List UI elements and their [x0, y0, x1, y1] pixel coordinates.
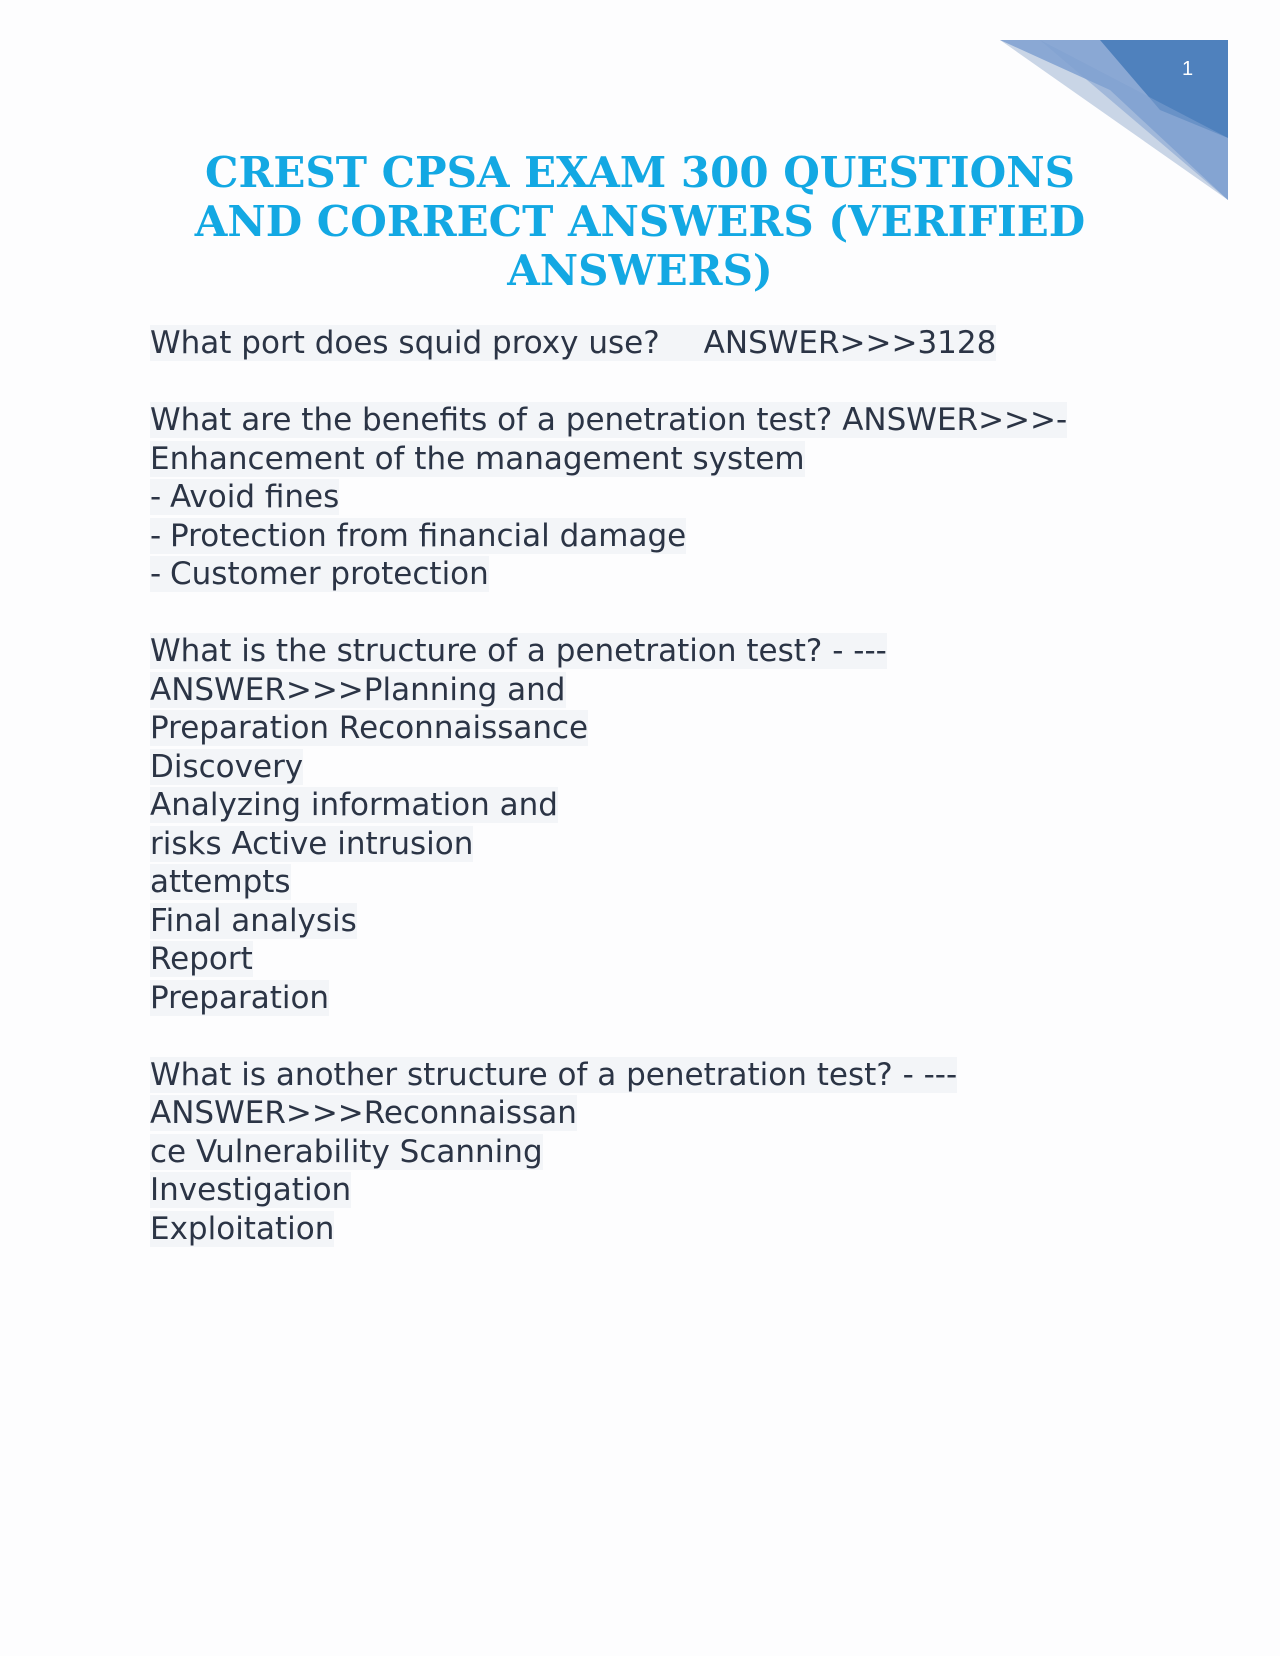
answer-line: Exploitation [150, 1210, 335, 1247]
spacer [150, 363, 1150, 402]
answer-line: risks Active intrusion [150, 825, 474, 862]
answer-line: Preparation Reconnaissance [150, 710, 589, 746]
answer-line: Investigation [150, 1172, 352, 1208]
answer-line: ANSWER>>>Planning and [150, 671, 566, 708]
answer-line: Preparation [150, 979, 330, 1016]
qa-body [150, 324, 1150, 1248]
spacer [150, 1017, 1150, 1056]
bullet-item: - Customer protection [150, 556, 489, 592]
question-text: What port does squid proxy use? [150, 325, 660, 361]
answer-line: ANSWER>>>Reconnaissan [150, 1095, 577, 1131]
answer-line: Report [150, 941, 253, 977]
title-line: AND CORRECT ANSWERS (VERIFIED [194, 197, 1086, 246]
qa-item-1 [150, 324, 1150, 363]
bullet-item: - Avoid fines [150, 479, 340, 515]
page-title [150, 148, 1130, 295]
page-number: 1 [1182, 58, 1194, 80]
question-text: What is the structure of a penetration test? - --- [150, 633, 887, 669]
title-line: ANSWERS) [507, 246, 773, 295]
spacer [150, 594, 1150, 633]
answer-line: Enhancement of the management system [150, 440, 805, 477]
qa-item-4 [150, 1056, 1150, 1095]
answer-line: Discovery [150, 748, 304, 785]
title-line: CREST CPSA EXAM 300 QUESTIONS [205, 148, 1075, 197]
bullet-item: - Protection from financial damage [150, 517, 687, 554]
answer-text: ANSWER>>>3128 [703, 325, 997, 361]
qa-item-2 [150, 401, 1150, 440]
answer-line: Analyzing information and [150, 787, 558, 823]
answer-line: Final analysis [150, 902, 357, 939]
qa-item-3 [150, 632, 1150, 671]
answer-line: ce Vulnerability Scanning [150, 1133, 543, 1170]
answer-text: ANSWER>>>- [842, 402, 1068, 438]
question-text: What is another structure of a penetration test? - --- [150, 1056, 958, 1093]
answer-line: attempts [150, 864, 291, 900]
question-text: What are the benefits of a penetration test? [150, 402, 833, 438]
